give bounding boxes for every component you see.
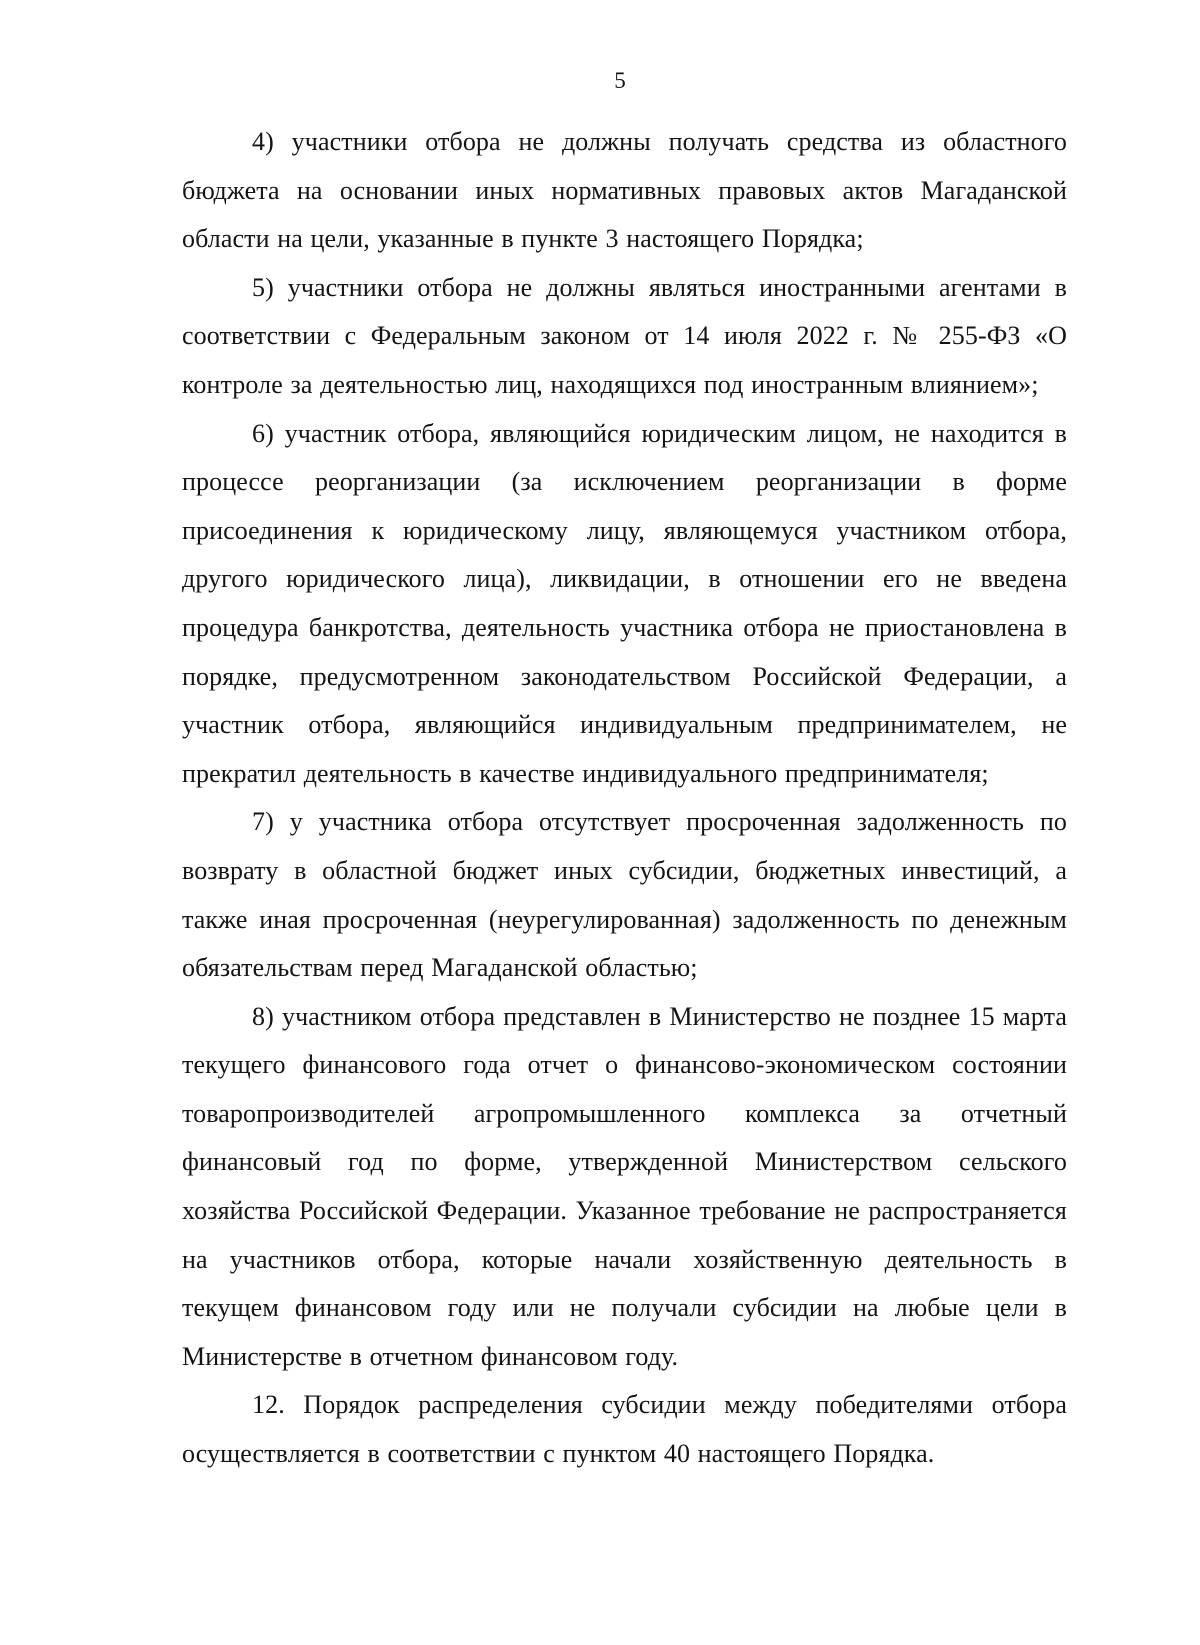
document-body [182, 118, 1067, 1479]
paragraph-clause-12: 12. Порядок распределения субсидии между победителями отбора осуществляется в соответствии с пунктом 40 настоящего Порядка. [182, 1390, 1067, 1469]
page-number: 5 [614, 68, 626, 93]
paragraph-item-4: 4) участники отбора не должны получать средства из областного бюджета на основании иных нормативных правовых актов Магаданской области на цели, указанные в пункте 3 настоящего Порядка; [182, 127, 1067, 254]
paragraph-item-5: 5) участники отбора не должны являться иностранными агентами в соответствии с Федеральным законом от 14 июля 2022 г. № 255-ФЗ «О контроле за деятельностью лиц, находящихся под иностранным влиянием»; [182, 272, 1067, 399]
paragraph-item-8: 8) участником отбора представлен в Министерство не позднее 15 марта текущего финансового года отчет о финансово-экономическом состоянии товаропроизводителей агропромышленного комплекса за отчетный финансовый год по форме, утвержденной Министерством сельского хозяйства Российской Федерации. Указанное требование не распространяется на участников отбора, которые начали хозяйственную деятельность в текущем финансовом году или не получали субсидии на любые цели в Министерстве в отчетном финансовом году. [182, 1001, 1067, 1371]
paragraph-item-7: 7) у участника отбора отсутствует просроченная задолженность по возврату в областной бюджет иных субсидии, бюджетных инвестиций, а также иная просроченная (неурегулированная) задолженность по денежным обязательствам перед Магаданской областью; [182, 807, 1067, 983]
paragraph-item-6: 6) участник отбора, являющийся юридическим лицом, не находится в процессе реорганизации (за исключением реорганизации в форме присоединения к юридическому лицу, являющемуся участником отбора, другого юридического лица), ликвидации, в отношении его не введена процедура банкротства, деятельность участника отбора не приостановлена в порядке, предусмотренном законодательством Российской Федерации, а участник отбора, являющийся индивидуальным предпринимателем, не прекратил деятельность в качестве индивидуального предпринимателя; [182, 418, 1067, 788]
